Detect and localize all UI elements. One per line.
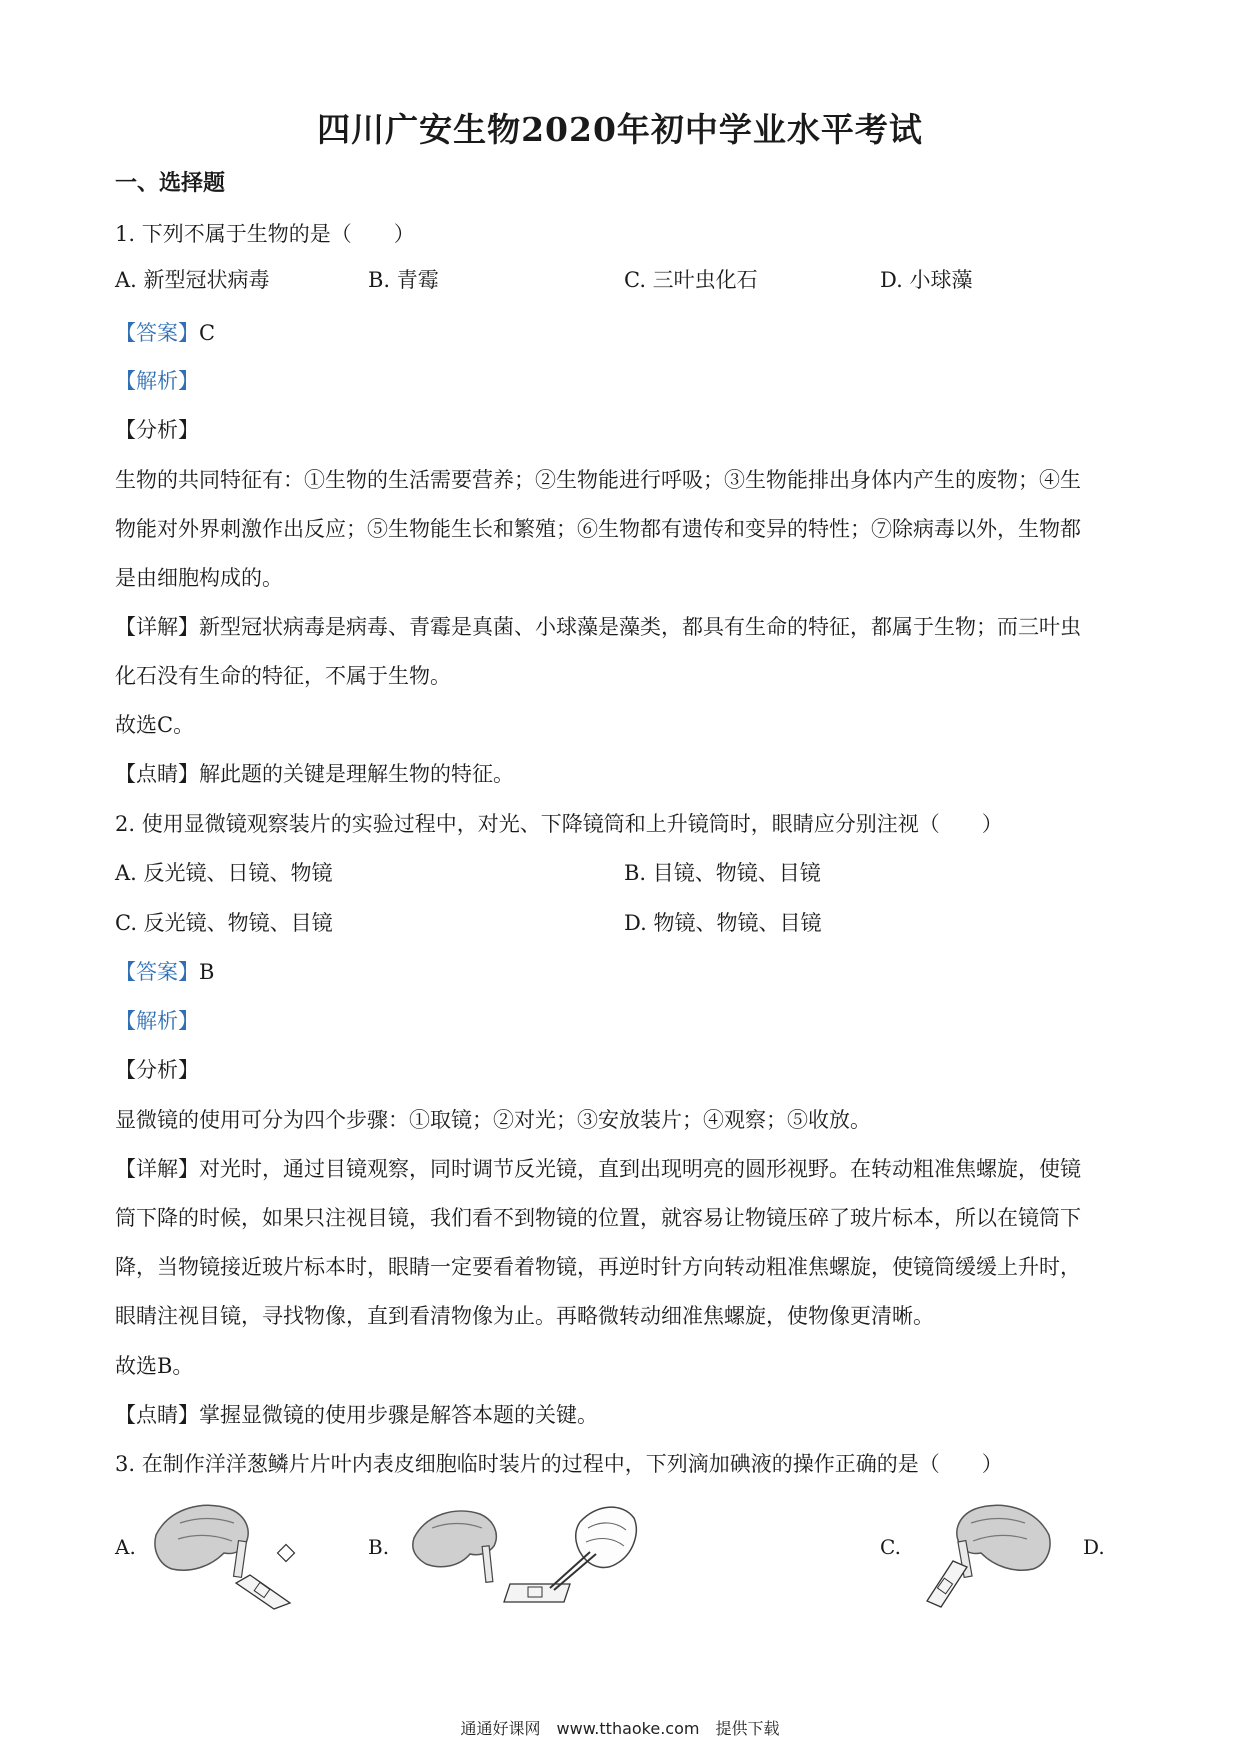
question-2-stem: 2. 使用显微镜观察装片的实验过程中，对光、下降镜筒和上升镜筒时，眼睛应分别注视（ ） [115, 812, 1003, 836]
q2-detail-line: 筒下降的时候，如果只注视目镜，我们看不到物镜的位置，就容易让物镜压碎了玻片标本，所以在镜筒下 [115, 1206, 1081, 1230]
q2-jiexi-tag: 【解析】 [115, 1009, 199, 1033]
q3-figure-a [150, 1495, 310, 1610]
question-1-stem: 1. 下列不属于生物的是（ ） [115, 222, 415, 246]
q1-option-a: A. 新型冠状病毒 [115, 268, 270, 292]
q1-option-c: C. 三叶虫化石 [624, 268, 758, 292]
q3-option-b-label: B. [368, 1535, 390, 1559]
question-3-stem: 3. 在制作洋洋葱鳞片片叶内表皮细胞临时装片的过程中，下列滴加碘液的操作正确的是（ ） [115, 1452, 1003, 1476]
q1-comment: 【点睛】解此题的关键是理解生物的特征。 [115, 762, 514, 786]
answer-value: C [199, 321, 216, 345]
section-heading: 一、选择题 [115, 170, 226, 196]
q1-jiexi-tag: 【解析】 [115, 369, 199, 393]
q2-detail-line: 【详解】对光时，通过目镜观察，同时调节反光镜，直到出现明亮的圆形视野。在转动粗准焦螺旋，使镜 [115, 1157, 1081, 1181]
q1-analysis-line: 物能对外界刺激作出反应；⑤生物能生长和繁殖；⑥生物都有遗传和变异的特性；⑦除病毒以外，生物都 [115, 517, 1081, 541]
q1-detail-line: 化石没有生命的特征，不属于生物。 [115, 664, 451, 688]
q1-analysis-line: 是由细胞构成的。 [115, 566, 283, 590]
q3-option-c-label: C. [880, 1535, 901, 1559]
q1-answer [115, 318, 1135, 348]
q1-analysis-line: 生物的共同特征有：①生物的生活需要营养；②生物能进行呼吸；③生物能排出身体内产生的废物；④生 [115, 468, 1081, 492]
q2-detail-line: 眼睛注视目镜，寻找物像，直到看清物像为止。再略微转动细准焦螺旋，使物像更清晰。 [115, 1304, 934, 1328]
q1-fenxi-tag: 【分析】 [115, 418, 199, 442]
q3-figure-b [410, 1492, 640, 1617]
q1-detail-line: 【详解】新型冠状病毒是病毒、青霉是真菌、小球藻是藻类，都具有生命的特征，都属于生物；而三叶虫 [115, 615, 1081, 639]
q2-comment: 【点睛】掌握显微镜的使用步骤是解答本题的关键。 [115, 1403, 598, 1427]
answer-value: B [199, 960, 215, 984]
q2-fenxi-tag: 【分析】 [115, 1058, 199, 1082]
q2-option-c: C. 反光镜、物镜、目镜 [115, 911, 333, 935]
q1-option-d: D. 小球藻 [880, 268, 973, 292]
q2-option-d: D. 物镜、物镜、目镜 [624, 911, 822, 935]
page-footer: 通通好课网 www.tthaoke.com 提供下载 [460, 1719, 780, 1738]
q2-detail-line: 降，当物镜接近玻片标本时，眼睛一定要看着物镜，再逆时针方向转动粗准焦螺旋，使镜筒缓缓上升时， [115, 1255, 1081, 1279]
q2-conclusion: 故选B。 [115, 1354, 194, 1378]
answer-tag: 【答案】 [115, 321, 199, 345]
q1-conclusion: 故选C。 [115, 713, 195, 737]
page-title: 四川广安生物2020年初中学业水平考试 [317, 110, 923, 149]
q2-option-b: B. 目镜、物镜、目镜 [624, 861, 821, 885]
q3-figure-c [905, 1495, 1055, 1610]
q3-option-a-label: A. [115, 1535, 136, 1559]
q2-option-a: A. 反光镜、日镜、物镜 [115, 861, 333, 885]
answer-tag: 【答案】 [115, 960, 199, 984]
q2-analysis-line: 显微镜的使用可分为四个步骤：①取镜；②对光；③安放装片；④观察；⑤收放。 [115, 1108, 871, 1132]
q3-option-d-label: D. [1083, 1535, 1105, 1559]
q2-answer [115, 957, 1135, 987]
q1-option-b: B. 青霉 [368, 268, 439, 292]
